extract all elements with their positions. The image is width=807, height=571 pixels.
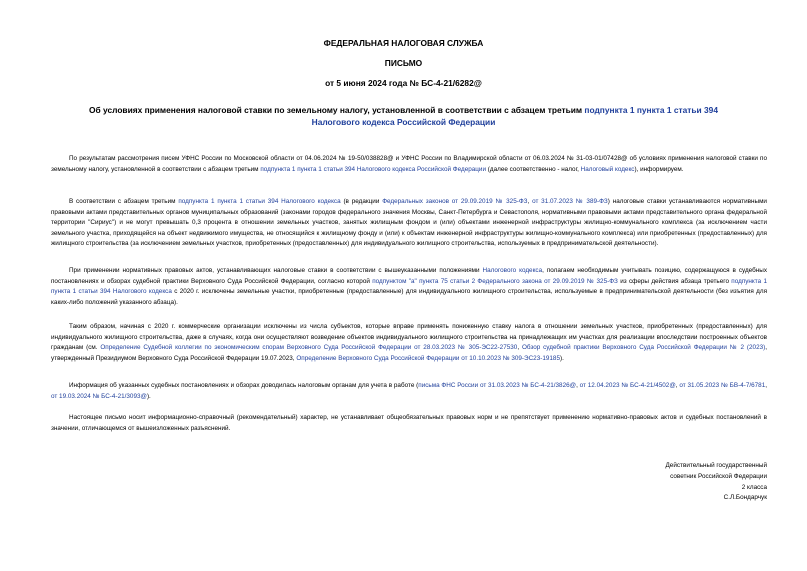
- text: ), информируем.: [634, 165, 684, 173]
- text: , утвержденный Президиумом Верховного Суда Российской Федерации 19.07.2023,: [51, 344, 768, 362]
- issuer-name: ФЕДЕРАЛЬНАЯ НАЛОГОВАЯ СЛУЖБА: [323, 38, 484, 48]
- link-court-review-2-2023[interactable]: Обзор судебной практики Верховного Суда Российской Федерации № 2 (2023): [521, 344, 766, 352]
- link-letter-19-03-2024[interactable]: от 19.03.2024 № БС-4-21/3093@: [51, 392, 147, 400]
- document-subject: [70, 104, 737, 128]
- link-federal-law-389[interactable]: от 31.07.2023 № 389-ФЗ: [532, 198, 608, 205]
- link-law-325-item-75[interactable]: подпунктом "а" пункта 75 статьи 2 Федерального закона от 29.09.2019 № 325-ФЗ: [372, 277, 618, 285]
- text: (далее соответственно - налог,: [486, 165, 581, 173]
- link-letter-31-05-2023[interactable]: от 31.05.2023 № БВ-4-7/6781: [679, 382, 766, 389]
- signer-name: С.Л.Бондарчук: [723, 494, 767, 502]
- link-ruling-28-03-2023[interactable]: Определение Судебной коллегии по экономическим спорам Верховного Суда Российской Федерации от 28.03.2023 № 305-ЭС22-27530: [100, 344, 518, 352]
- link-article-394[interactable]: подпункта 1 пункта 1 статьи 394 Налогового кодекса: [178, 198, 341, 205]
- signer-rank-line-2: советник Российской Федерации: [670, 472, 767, 480]
- paragraph-previous-letters: [51, 381, 767, 402]
- text: ).: [560, 354, 564, 362]
- text: При применении нормативных правовых актов, устанавливающих налоговые ставки в соответствии с вышеуказанными положениями: [69, 267, 483, 274]
- paragraph-intro: [51, 154, 767, 175]
- text: ,: [527, 198, 533, 205]
- paragraph-rates: [51, 197, 767, 250]
- text: ,: [675, 382, 680, 389]
- text: , полагаем необходимым учитывать позицию, содержащуюся в судебных постановлениях и обзорах судебной практики Верховного Суда Российской Федерации, согласно которой: [51, 267, 767, 285]
- text: из сферы действия абзаца третьего: [617, 277, 732, 285]
- link-article-394[interactable]: подпункта 1 пункта 1 статьи 394 Налогового кодекса Российской Федерации: [260, 165, 487, 173]
- text: Настоящее письмо носит информационно-справочный (рекомендательный) характер, не устанавливает общеобязательных правовых норм и не препятствует применению нормативно-правовых актов и судебных постановлений в значении, отличающемся от вышеизложенных разъяснений.: [51, 414, 767, 432]
- signer-rank-line-1: Действительный государственный: [665, 462, 767, 469]
- text: По результатам рассмотрения писем УФНС России по Московской области от 04.06.2024 № 19-50/038828@ и УФНС России по Владимирской области от 06.03.2024 № 31-03-01/07428@ об условиях применения налоговой ставки по земельному налогу, установленной в соответствии с абзацем третьим: [51, 155, 767, 173]
- paragraph-disclaimer: [51, 413, 767, 434]
- link-article-394[interactable]: подпункта 1 пункта 1 статьи 394 Налогового кодекса: [51, 277, 767, 296]
- signer-rank-line-3: 2 класса: [741, 483, 767, 491]
- text: Информация об указанных судебных постановлениях и обзорах доводилась налоговым органам для учета в работе (: [69, 382, 419, 389]
- link-letter-31-03-2023[interactable]: письма ФНС России от 31.03.2023 № БС-4-21/3826@: [418, 382, 577, 389]
- link-federal-law-325[interactable]: Федеральных законов от 29.09.2019 № 325-ФЗ: [382, 198, 528, 205]
- text: ,: [517, 344, 522, 352]
- text: Таким образом, начиная с 2020 г. коммерческие организации исключены из числа субъектов, которые вправе применять пониженную ставку налога в отношении земельных участков, приобретенных (предоставленных) для индивидуального жилищного строительства, даже в случаях, когда они осуществляют возведение объектов индивидуального жилищного строительства на принадлежащих им участках для реализации впоследствии построенных объектов гражданам (см.: [51, 323, 767, 352]
- text: (в редакции: [340, 198, 383, 205]
- text: В соответствии с абзацем третьим: [69, 198, 179, 205]
- text: ,: [765, 382, 767, 389]
- text: ).: [146, 392, 151, 400]
- text: ,: [576, 382, 580, 389]
- link-letter-12-04-2023[interactable]: от 12.04.2023 № БС-4-21/4502@: [579, 382, 676, 389]
- paragraph-conclusion: [51, 322, 767, 364]
- text: ) налоговые ставки устанавливаются нормативными правовыми актами представительных органов муниципальных образований (законами городов федерального значения Москвы, Санкт-Петербурга и Севастополя, нормативными правовыми актами представительного органа федеральной территории "Сириус") и не могут превышать 0,3 процента в отношении земельных участков, занятых жилищным фондом и (или) объектами инженерной инфраструктуры жилищно-коммунального комплекса (за исключением части земельного участка, приходящейся на объект недвижимого имущества, не относящийся к жилищному фонду и (или) к объектам инженерной инфраструктуры жилищно-коммунального комплекса) или приобретенных (предоставленных) для жилищного строительства (за исключением земельных участков, приобретенных (предоставленных) для индивидуального жилищного строительства, используемых в предпринимательской деятельности).: [51, 198, 767, 248]
- document-date-number: от 5 июня 2024 года № БС-4-21/6282@: [325, 78, 482, 88]
- link-tax-code[interactable]: Налогового кодекса: [482, 267, 543, 274]
- signature-block: [567, 461, 767, 504]
- text: с 2020 г. исключены земельные участки, приобретенные (предоставленные) для индивидуального жилищного строительства, используемые в предпринимательской деятельности (без изъятия для каких-либо положений указанного абзаца).: [51, 288, 768, 306]
- paragraph-court-position: [51, 266, 767, 308]
- subject-link-article-394[interactable]: подпункта 1 пункта 1 статьи 394 Налогового кодекса Российской Федерации: [311, 105, 718, 127]
- link-tax-code[interactable]: Налоговый кодекс: [580, 165, 635, 173]
- link-ruling-10-10-2023[interactable]: Определение Верховного Суда Российской Федерации от 10.10.2023 № 309-ЭС23-19185: [296, 354, 560, 362]
- subject-text: Об условиях применения налоговой ставки по земельному налогу, установленной в соответствии с абзацем третьим: [88, 105, 585, 115]
- document-type: ПИСЬМО: [384, 58, 423, 68]
